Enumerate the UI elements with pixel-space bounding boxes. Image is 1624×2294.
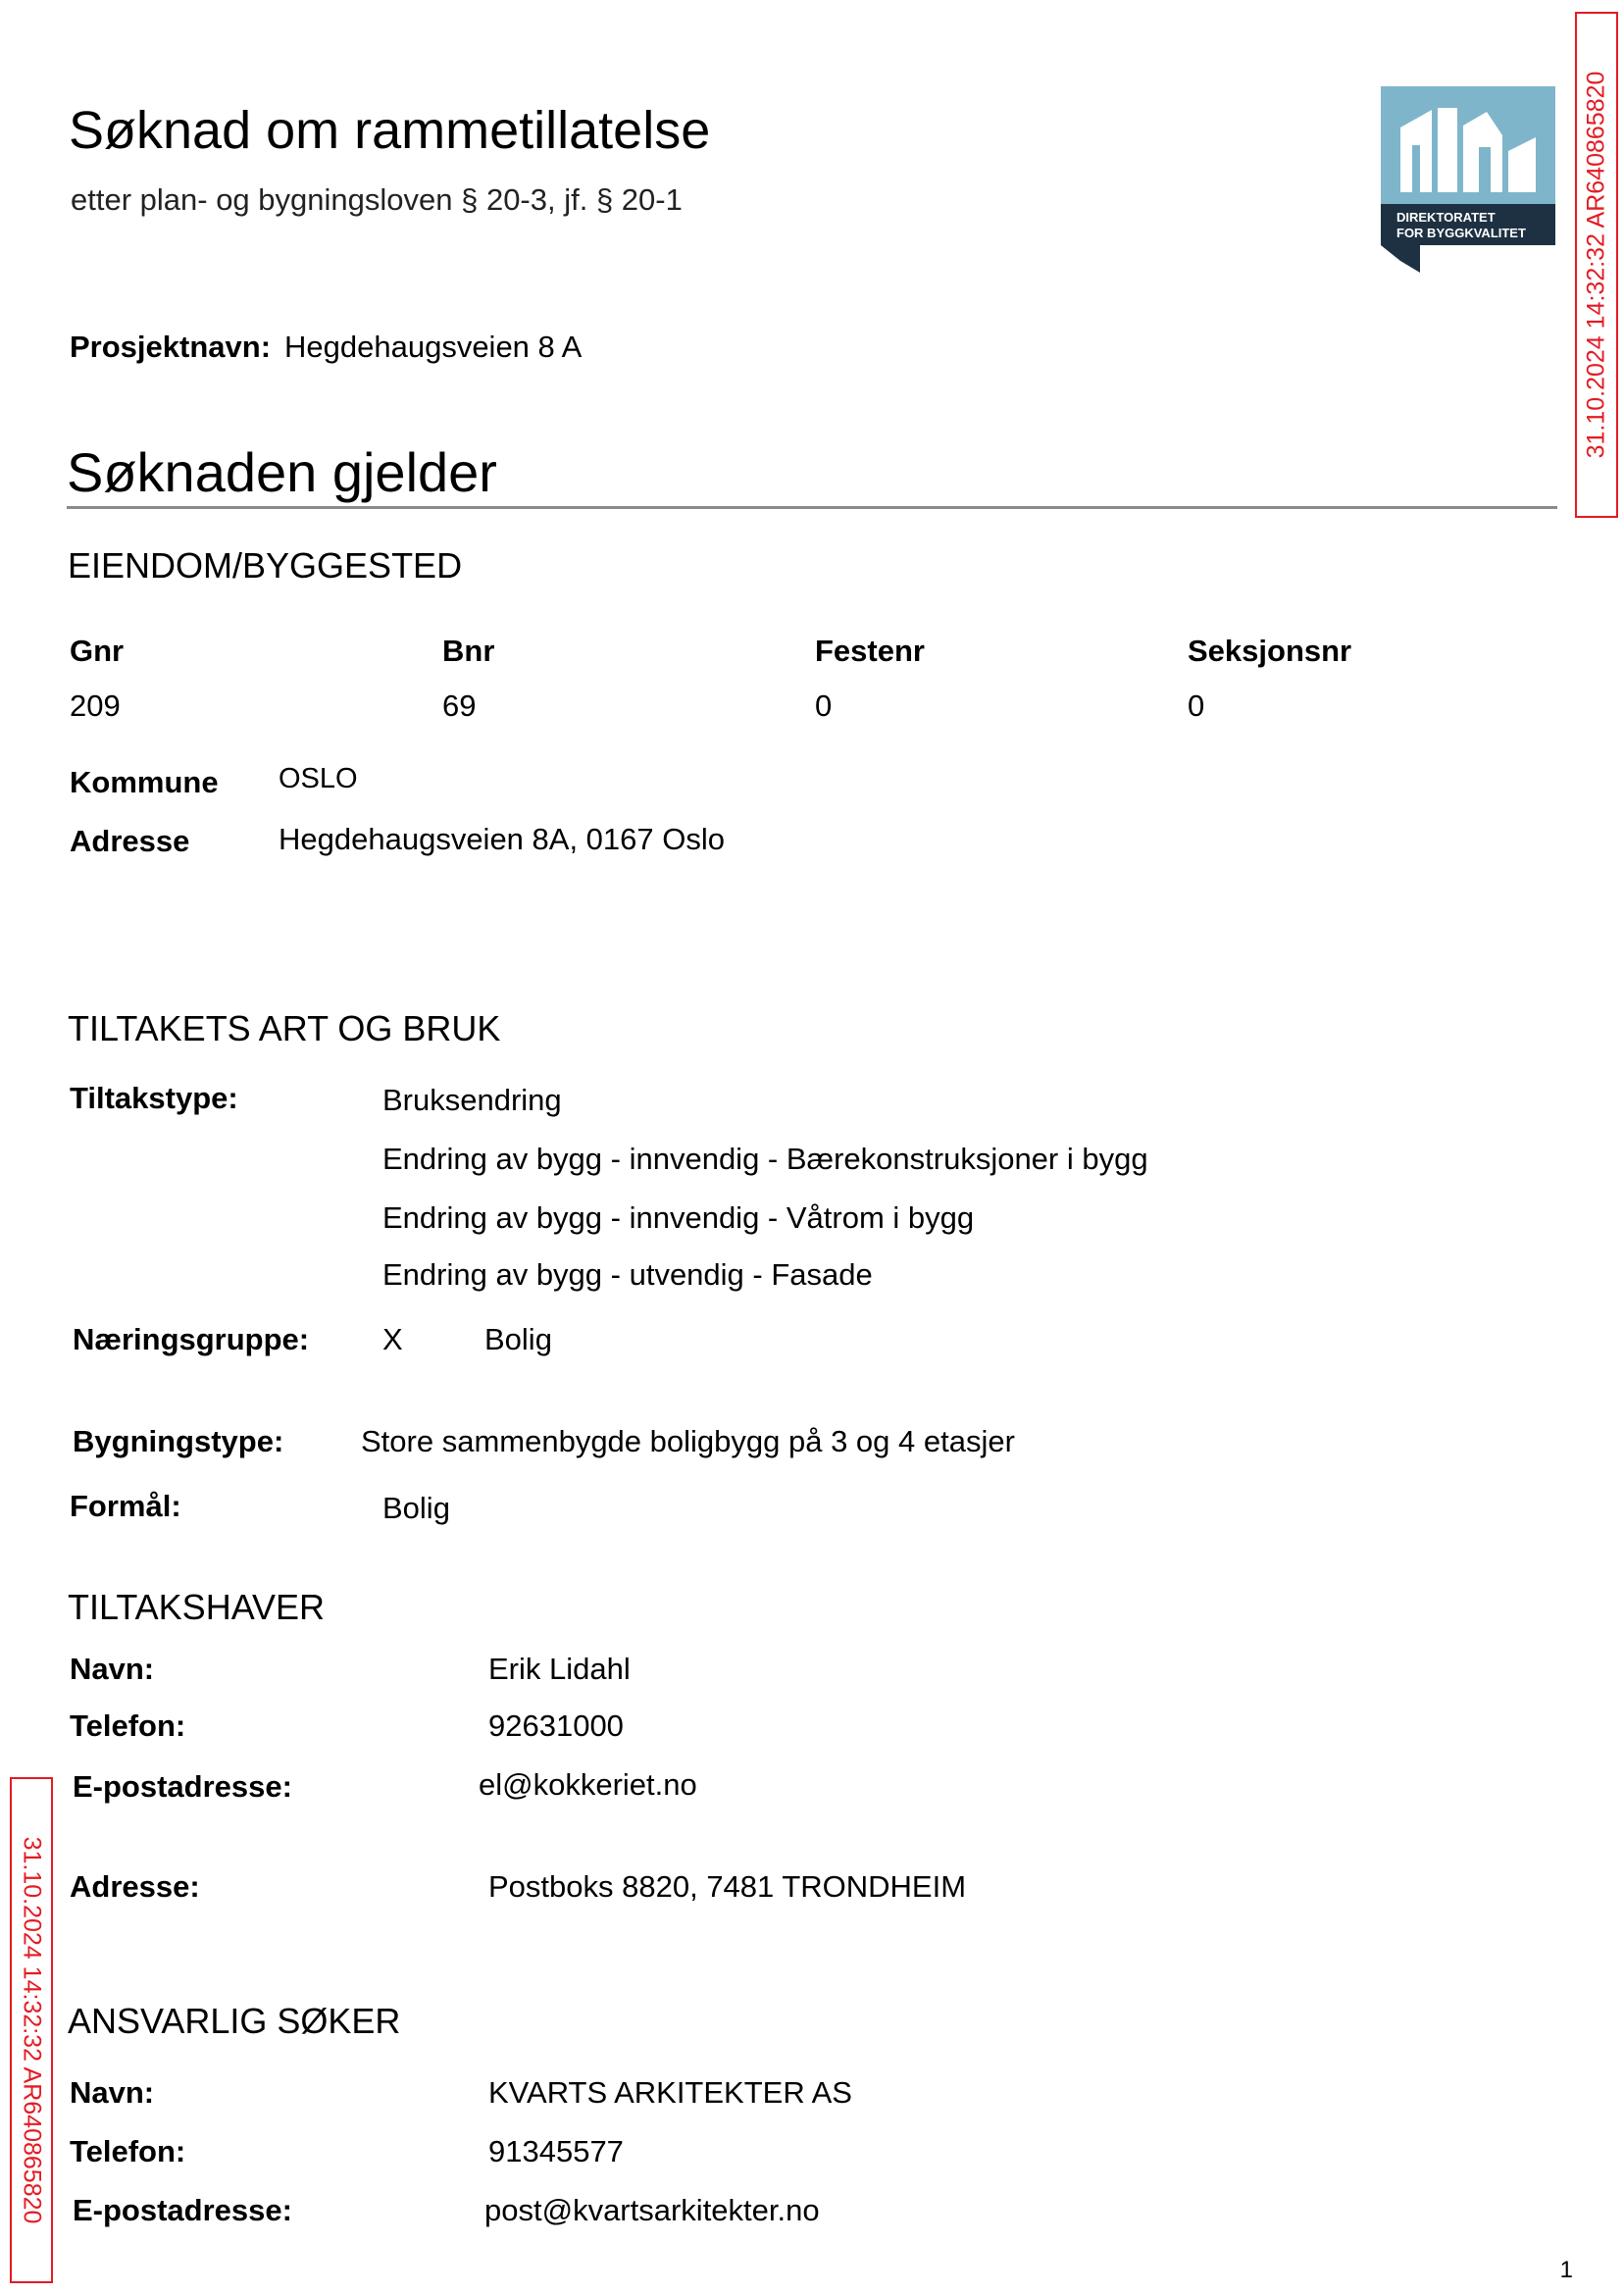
logo-text-line1: DIREKTORATET: [1396, 210, 1496, 225]
section-divider: [67, 506, 1557, 509]
page-number: 1: [1559, 2257, 1573, 2283]
measure-type-item: Endring av bygg - innvendig - Våtrom i bygg: [382, 1200, 975, 1235]
archive-stamp-bottom-text: 31.10.2024 14:32:32 AR640865820: [18, 1836, 46, 2224]
building-type-value: Store sammenbygde boligbygg på 3 og 4 etasjer: [361, 1424, 1015, 1458]
project-name-label: Prosjektnavn:: [70, 330, 272, 364]
municipality-label: Kommune: [70, 765, 219, 799]
owner-email-label: E-postadresse:: [73, 1769, 292, 1804]
measure-type-item: Endring av bygg - utvendig - Fasade: [382, 1257, 873, 1292]
purpose-label: Formål:: [70, 1489, 181, 1523]
industry-value: Bolig: [484, 1322, 552, 1356]
applicant-name-value: KVARTS ARKITEKTER AS: [488, 2075, 852, 2110]
project-name-value: Hegdehaugsveien 8 A: [284, 330, 583, 364]
owner-address-value: Postboks 8820, 7481 TRONDHEIM: [488, 1869, 967, 1904]
seksjonsnr-label: Seksjonsnr: [1188, 634, 1352, 668]
owner-address-label: Adresse:: [70, 1869, 200, 1904]
owner-email-value: el@kokkeriet.no: [479, 1767, 697, 1802]
dibk-logo: [1381, 86, 1555, 273]
seksjonsnr-value: 0: [1188, 688, 1205, 723]
industry-label: Næringsgruppe:: [73, 1322, 310, 1356]
property-heading: EIENDOM/BYGGESTED: [68, 545, 463, 586]
applicant-name-label: Navn:: [70, 2075, 155, 2110]
owner-name-value: Erik Lidahl: [488, 1652, 631, 1686]
archive-stamp-top: [1575, 12, 1618, 518]
gnr-label: Gnr: [70, 634, 125, 668]
building-type-label: Bygningstype:: [73, 1424, 284, 1458]
owner-phone-label: Telefon:: [70, 1708, 186, 1743]
archive-stamp-bottom: [10, 1777, 53, 2283]
applicant-email-value: post@kvartsarkitekter.no: [484, 2193, 820, 2227]
owner-name-label: Navn:: [70, 1652, 155, 1686]
dibk-logo-graphic: [1381, 86, 1555, 273]
measure-type-item: Bruksendring: [382, 1083, 562, 1117]
address-value: Hegdehaugsveien 8A, 0167 Oslo: [279, 822, 725, 856]
industry-code: X: [382, 1322, 403, 1356]
measure-type-item: Endring av bygg - innvendig - Bærekonstruksjoner i bygg: [382, 1142, 1148, 1176]
logo-text-line2: FOR BYGGKVALITET: [1396, 226, 1526, 240]
section-title: Søknaden gjelder: [67, 441, 497, 503]
document-title: Søknad om rammetillatelse: [69, 101, 711, 160]
gnr-value: 209: [70, 688, 121, 723]
document-subtitle: etter plan- og bygningsloven § 20-3, jf. § 20-1: [71, 182, 683, 217]
applicant-heading: ANSVARLIG SØKER: [68, 2001, 401, 2041]
measure-type-label: Tiltakstype:: [70, 1081, 238, 1115]
applicant-phone-label: Telefon:: [70, 2134, 186, 2168]
purpose-value: Bolig: [382, 1491, 450, 1525]
owner-phone-value: 92631000: [488, 1708, 624, 1743]
measure-heading: TILTAKETS ART OG BRUK: [68, 1008, 501, 1048]
municipality-value: OSLO: [279, 763, 358, 794]
festenr-label: Festenr: [815, 634, 925, 668]
applicant-email-label: E-postadresse:: [73, 2193, 292, 2227]
applicant-phone-value: 91345577: [488, 2134, 624, 2168]
bnr-label: Bnr: [442, 634, 495, 668]
archive-stamp-top-text: 31.10.2024 14:32:32 AR640865820: [1582, 71, 1610, 459]
address-label: Adresse: [70, 824, 190, 858]
owner-heading: TILTAKSHAVER: [68, 1587, 326, 1627]
bnr-value: 69: [442, 688, 477, 723]
festenr-value: 0: [815, 688, 833, 723]
